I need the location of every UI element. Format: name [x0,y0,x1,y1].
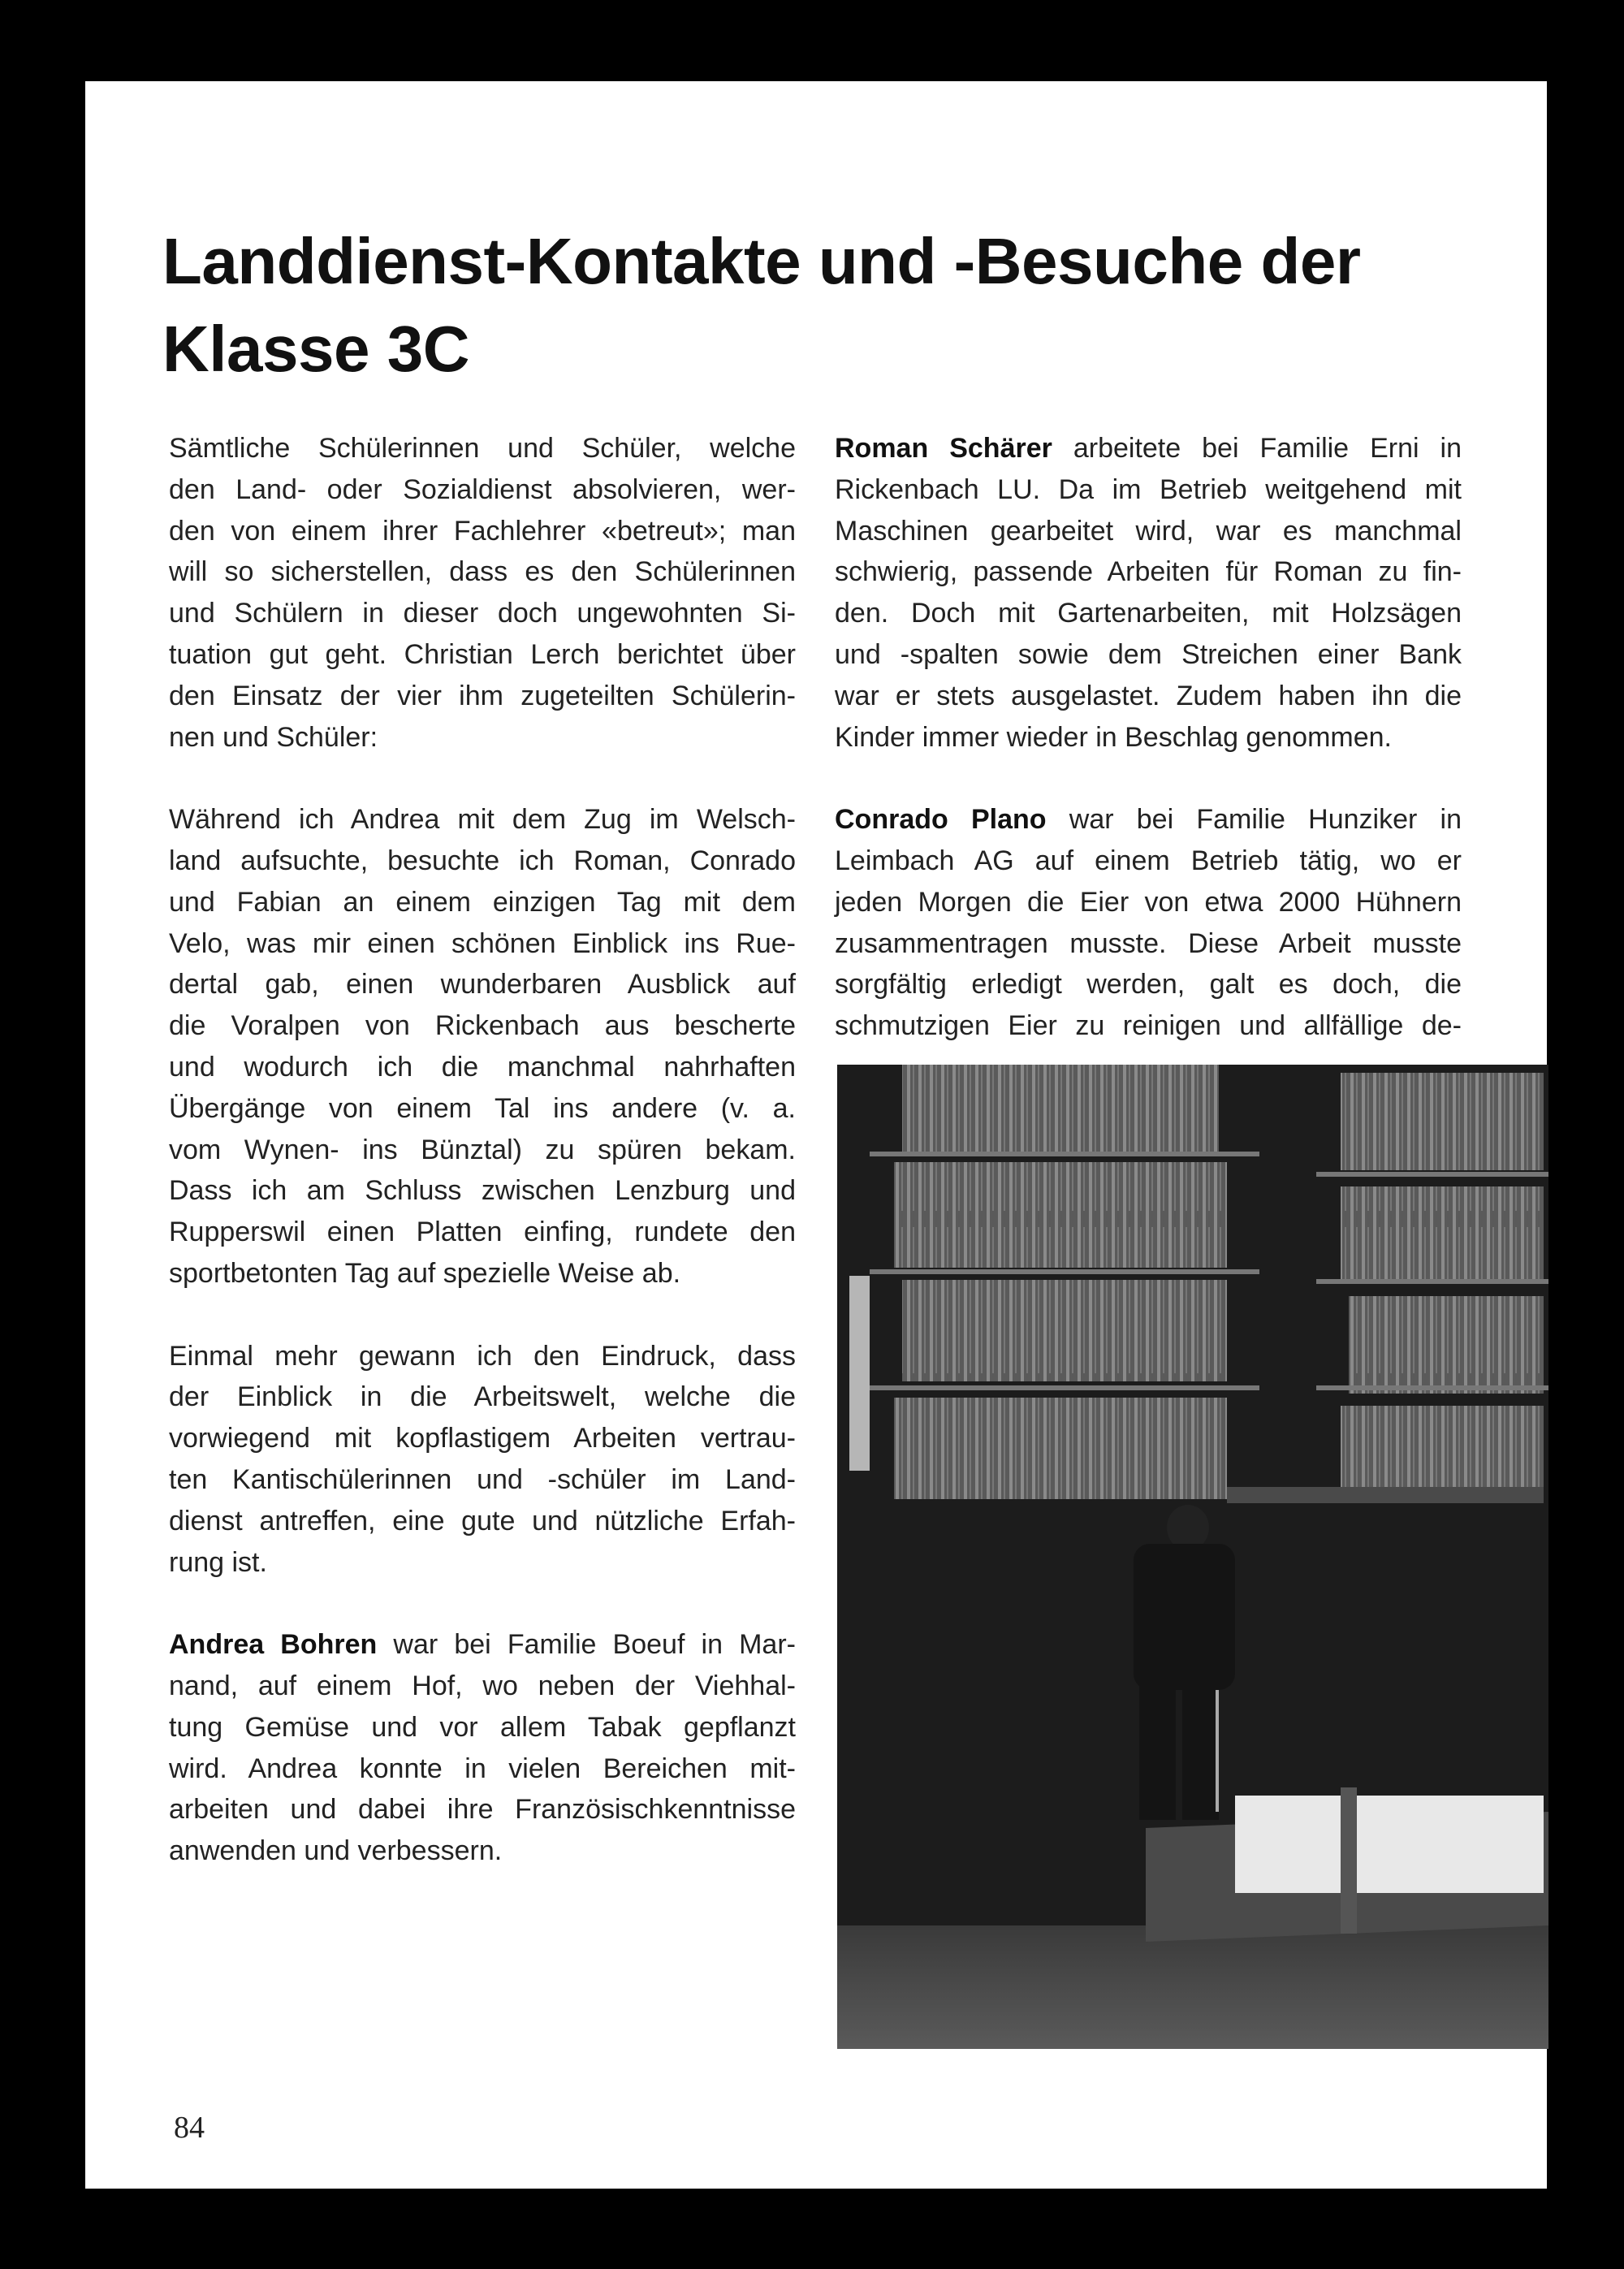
text-line: Kinder immer wieder in Beschlag genommen. [835,721,1392,753]
text-line: sportbetonten Tag auf spezielle Weise ab. [169,1257,681,1289]
photo-illustration [837,1065,1548,2049]
text-line: Leimbach AG auf einem Betrieb tätig, wo er [835,845,1462,876]
text-line: den Land- oder Sozialdienst absolvieren, wer- [169,473,796,505]
text-line: den. Doch mit Gartenarbeiten, mit Holzsägen [835,598,1462,629]
text-line: jeden Morgen die Eier von etwa 2000 Hühnern [835,886,1462,918]
text-line: Rickenbach LU. Da im Betrieb weitgehend mit [835,473,1462,505]
text-line: dienst antreffen, eine gute und nützliche Erfah- [169,1505,796,1536]
text-line: und -spalten sowie dem Streichen einer Bank [835,638,1462,670]
text-line: Übergänge von einem Tal ins andere (v. a. [169,1092,796,1124]
text-line: und Schülern in dieser doch ungewohnten Si- [169,598,796,629]
text-fragment: war bei Familie Hunziker in [1046,804,1462,836]
text-line: Sämtliche Schülerinnen und Schüler, welche [169,433,796,464]
text-line: rung ist. [169,1546,267,1578]
student-name: Roman Schärer [835,433,1052,464]
title-line-2: Klasse 3C [162,313,469,385]
text-line: war er stets ausgelastet. Zudem haben ihn die [835,680,1462,711]
text-fragment: arbeitete bei Familie Erni in [1052,433,1462,464]
text-line: Während ich Andrea mit dem Zug im Welsch- [169,804,796,836]
text-line: dertal gab, einen wunderbaren Ausblick auf [169,969,796,1001]
text-line: Einmal mehr gewann ich den Eindruck, dass [169,1340,796,1372]
text-line: Dass ich am Schluss zwischen Lenzburg und [169,1175,796,1207]
andrea-paragraph [169,1624,796,1872]
text-line: tung Gemüse und vor allem Tabak gepflanzt [169,1711,796,1743]
tobacco-racks [870,1065,1548,1503]
visit-paragraph [169,799,796,1294]
text-line [835,799,1462,841]
text-line: vom Wynen- ins Bünztal) zu spüren bekam. [169,1134,796,1165]
text-line: nand, auf einem Hof, wo neben der Viehhal- [169,1670,796,1701]
text-fragment: war bei Familie Boeuf in Mar- [377,1629,796,1661]
text-line: Velo, was mir einen schönen Einblick ins Rue- [169,927,796,959]
text-line: sorgfältig erledigt werden, galt es doch, die [835,969,1462,1001]
student-name: Andrea Bohren [169,1629,378,1661]
text-line: Rupperswil einen Platten einfing, rundete den [169,1217,796,1248]
page-number: 84 [174,2111,205,2145]
page-title [162,218,1462,393]
conrado-paragraph [835,799,1462,1047]
text-line: tuation gut geht. Christian Lerch berichtet über [169,638,796,670]
intro-paragraph [169,428,796,758]
text-line: will so sicherstellen, dass es den Schülerinnen [169,556,796,588]
text-line: der Einblick in die Arbeitswelt, welche die [169,1381,796,1413]
left-column [169,428,796,1913]
text-line: arbeiten und dabei ihre Französischkenntnisse [169,1794,796,1826]
text-line: nen und Schüler: [169,721,378,753]
text-line: wird. Andrea konnte in vielen Bereichen mit- [169,1753,796,1784]
roman-paragraph [835,428,1462,758]
text-line: vorwiegend mit kopflastigem Arbeiten vertrau- [169,1423,796,1454]
title-line-1: Landdienst-Kontakte und -Besuche der [162,225,1361,297]
text-line: anwenden und verbessern. [169,1835,503,1867]
text-line [169,1624,796,1666]
right-column [835,428,1462,1088]
text-line: schwierig, passende Arbeiten für Roman zu fin- [835,556,1462,588]
text-line: den Einsatz der vier ihm zugeteilten Schülerin- [169,680,796,711]
tobacco-barn-photo [837,1065,1548,2049]
student-name: Conrado Plano [835,804,1047,836]
text-line [835,428,1462,469]
text-line: den von einem ihrer Fachlehrer «betreut»; man [169,515,796,547]
text-line: land aufsuchte, besuchte ich Roman, Conrado [169,845,796,876]
impression-paragraph [169,1336,796,1584]
text-line: die Voralpen von Rickenbach aus bescherte [169,1010,796,1042]
text-line: Maschinen gearbeitet wird, war es manchmal [835,515,1462,547]
text-line: zusammentragen musste. Diese Arbeit musste [835,927,1462,959]
text-line: und Fabian an einem einzigen Tag mit dem [169,886,796,918]
text-line: ten Kantischülerinnen und -schüler im Land- [169,1463,796,1495]
text-line: und wodurch ich die manchmal nahrhaften [169,1051,796,1083]
text-line: schmutzigen Eier zu reinigen und allfällige de- [835,1010,1462,1042]
